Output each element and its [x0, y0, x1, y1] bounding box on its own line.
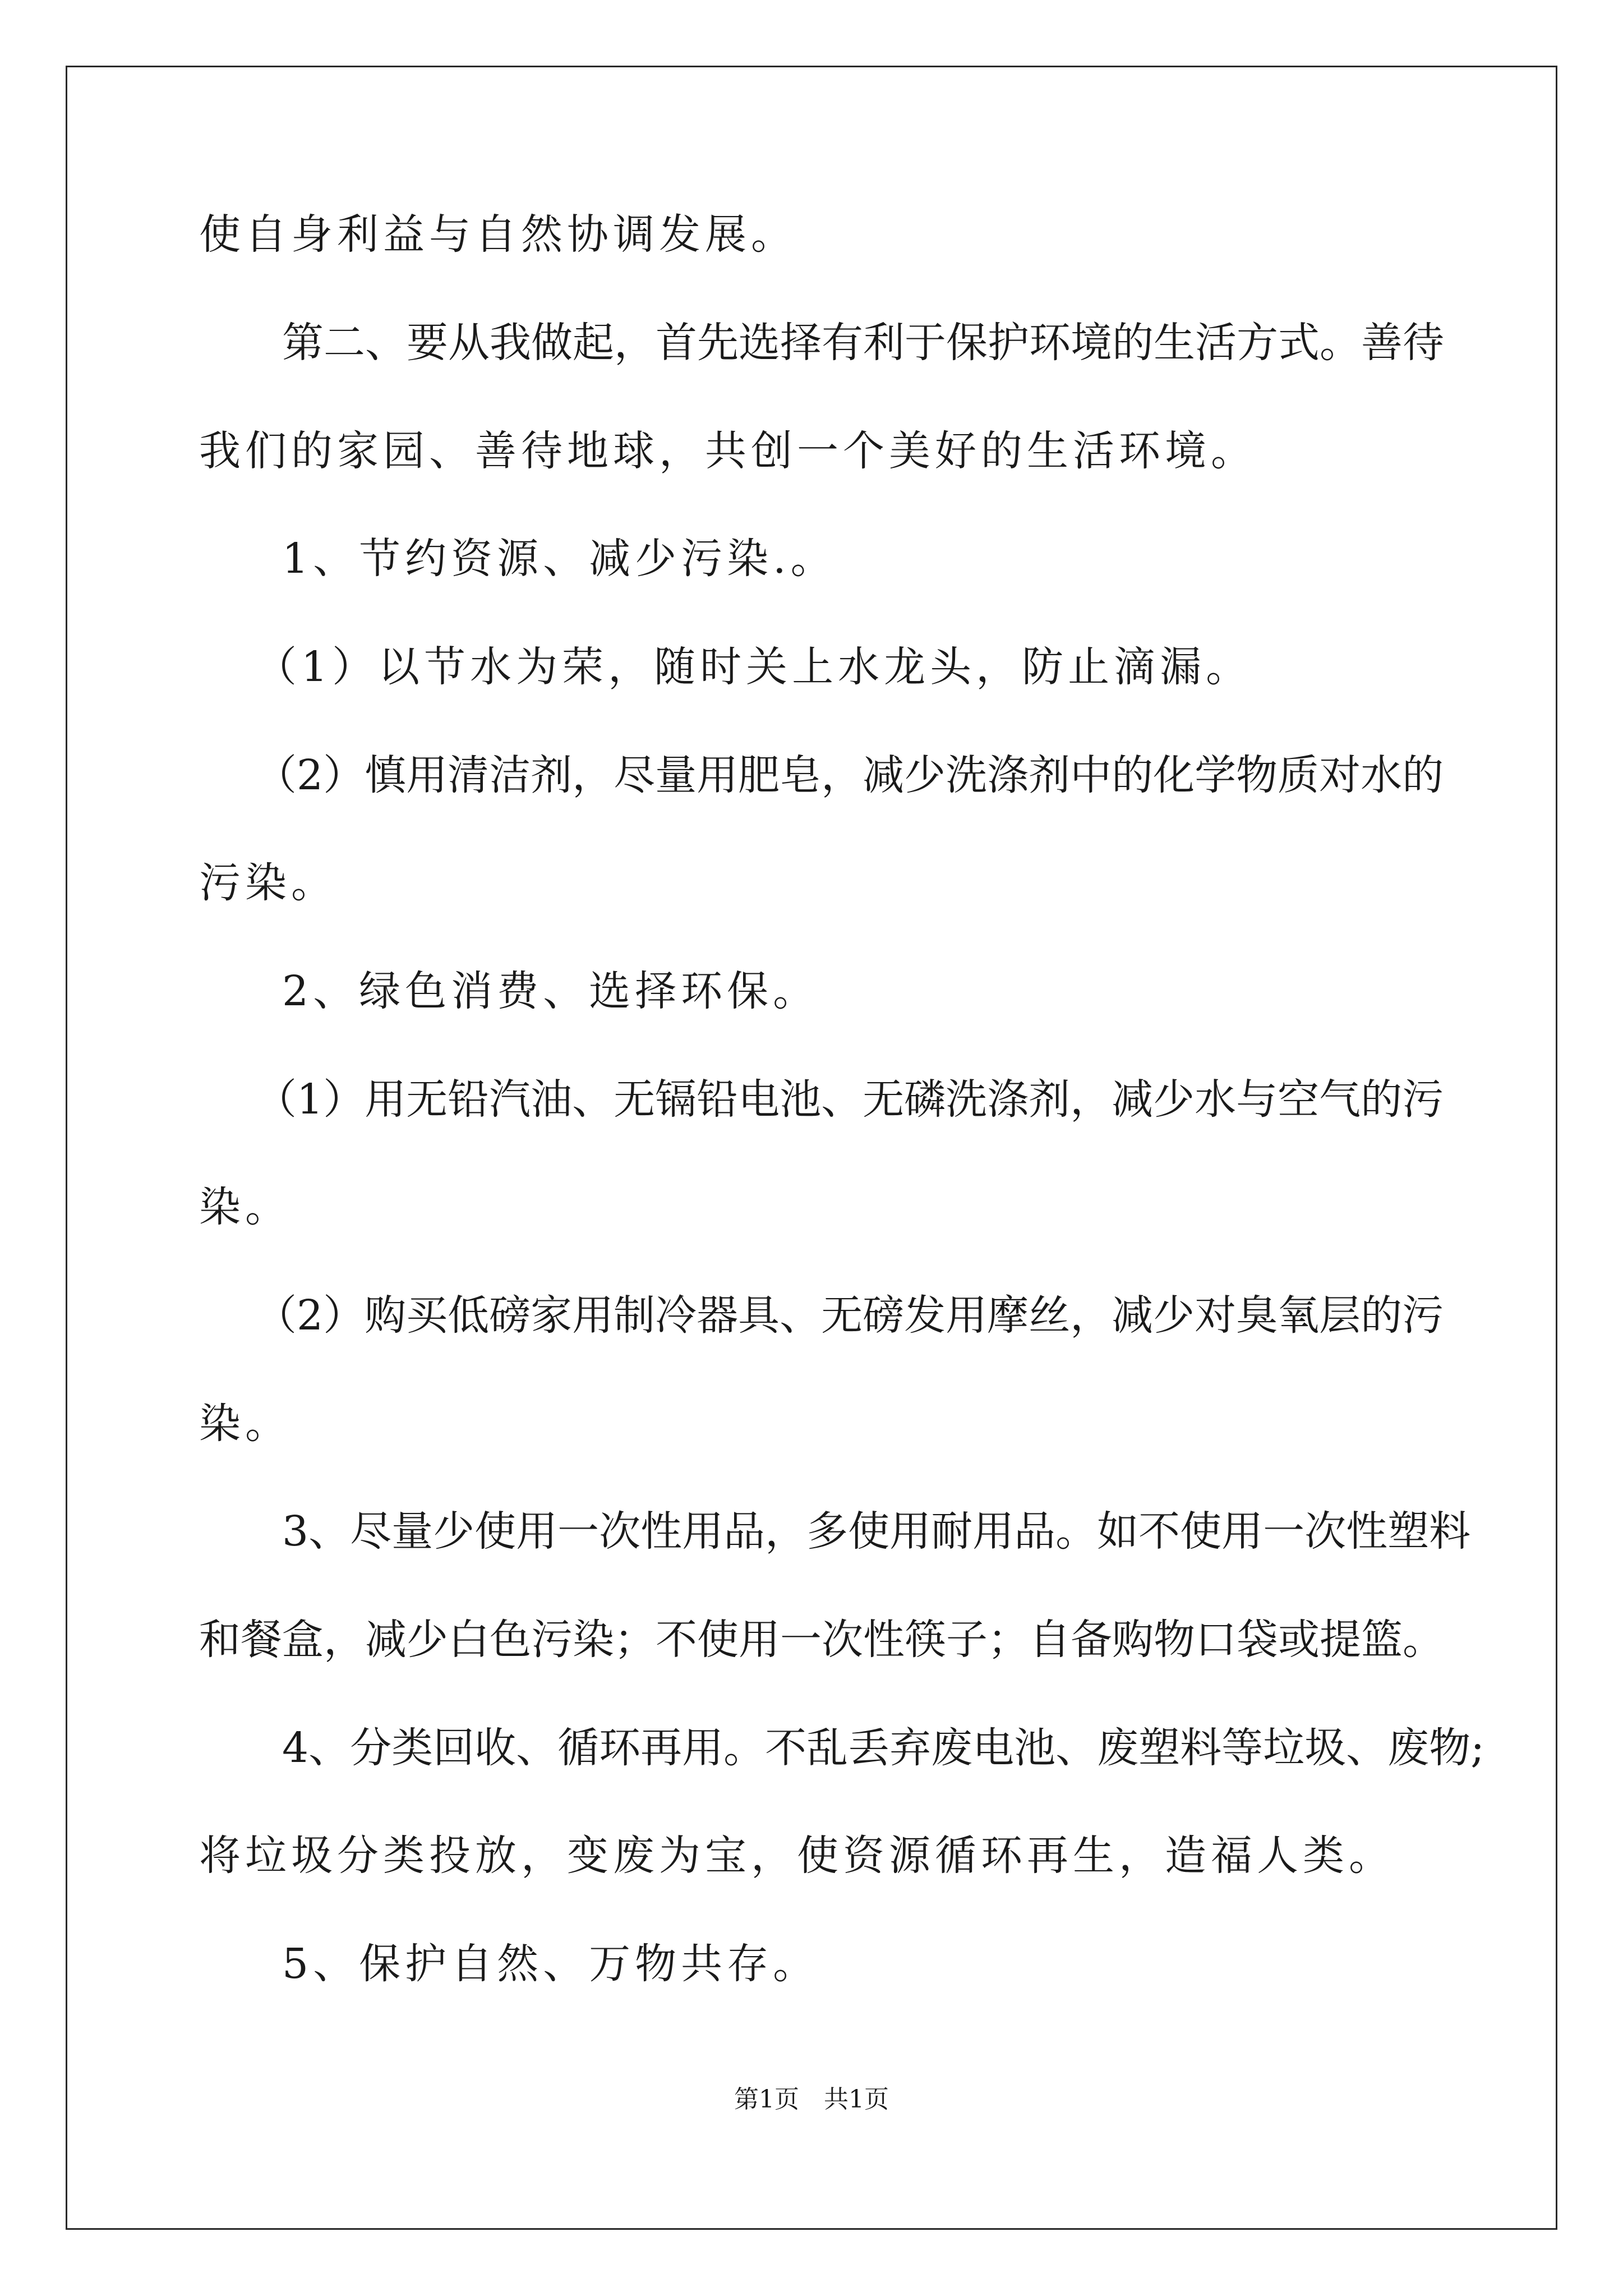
text-line: 我们的家园、善待地球，共创一个美好的生活环境。	[199, 427, 1257, 475]
text-line: 第二、要从我做起，首先选择有利于保护环境的生活方式。善待	[282, 319, 1444, 367]
page-border	[66, 66, 1557, 2230]
text-line: （1）用无铅汽油、无镉铅电池、无磷洗涤剂，减少水与空气的污	[255, 1075, 1444, 1124]
text-line: 5、保护自然、万物共存。	[282, 1940, 819, 1988]
page-footer: 第1页 共1页	[734, 2085, 889, 2114]
text-line: （2）购买低磅家用制冷器具、无磅发用摩丝，减少对臭氧层的污	[255, 1291, 1444, 1340]
text-line: （1）以节水为荣，随时关上水龙头，防止滴漏。	[255, 643, 1252, 691]
text-line: 1、节约资源、减少污染.。	[282, 535, 837, 583]
text-line: 使自身利益与自然协调发展。	[199, 210, 797, 259]
text-line: 将垃圾分类投放，变废为宝，使资源循环再生，造福人类。	[199, 1832, 1395, 1880]
text-line: 3、尽量少使用一次性用品，多使用耐用品。如不使用一次性塑料	[282, 1507, 1471, 1556]
text-line: 2、绿色消费、选择环保。	[282, 967, 819, 1015]
text-line: 和餐盒，减少白色污染；不使用一次性筷子；自备购物口袋或提篮。	[199, 1616, 1444, 1664]
text-line: 染。	[199, 1400, 291, 1448]
text-line: 污染。	[199, 859, 337, 907]
text-line: 染。	[199, 1183, 291, 1231]
text-line: （2）慎用清洁剂，尽量用肥皂，减少洗涤剂中的化学物质对水的	[255, 751, 1444, 799]
text-line: 4、分类回收、循环再用。不乱丢弃废电池、废塑料等垃圾、废物;	[282, 1724, 1485, 1772]
